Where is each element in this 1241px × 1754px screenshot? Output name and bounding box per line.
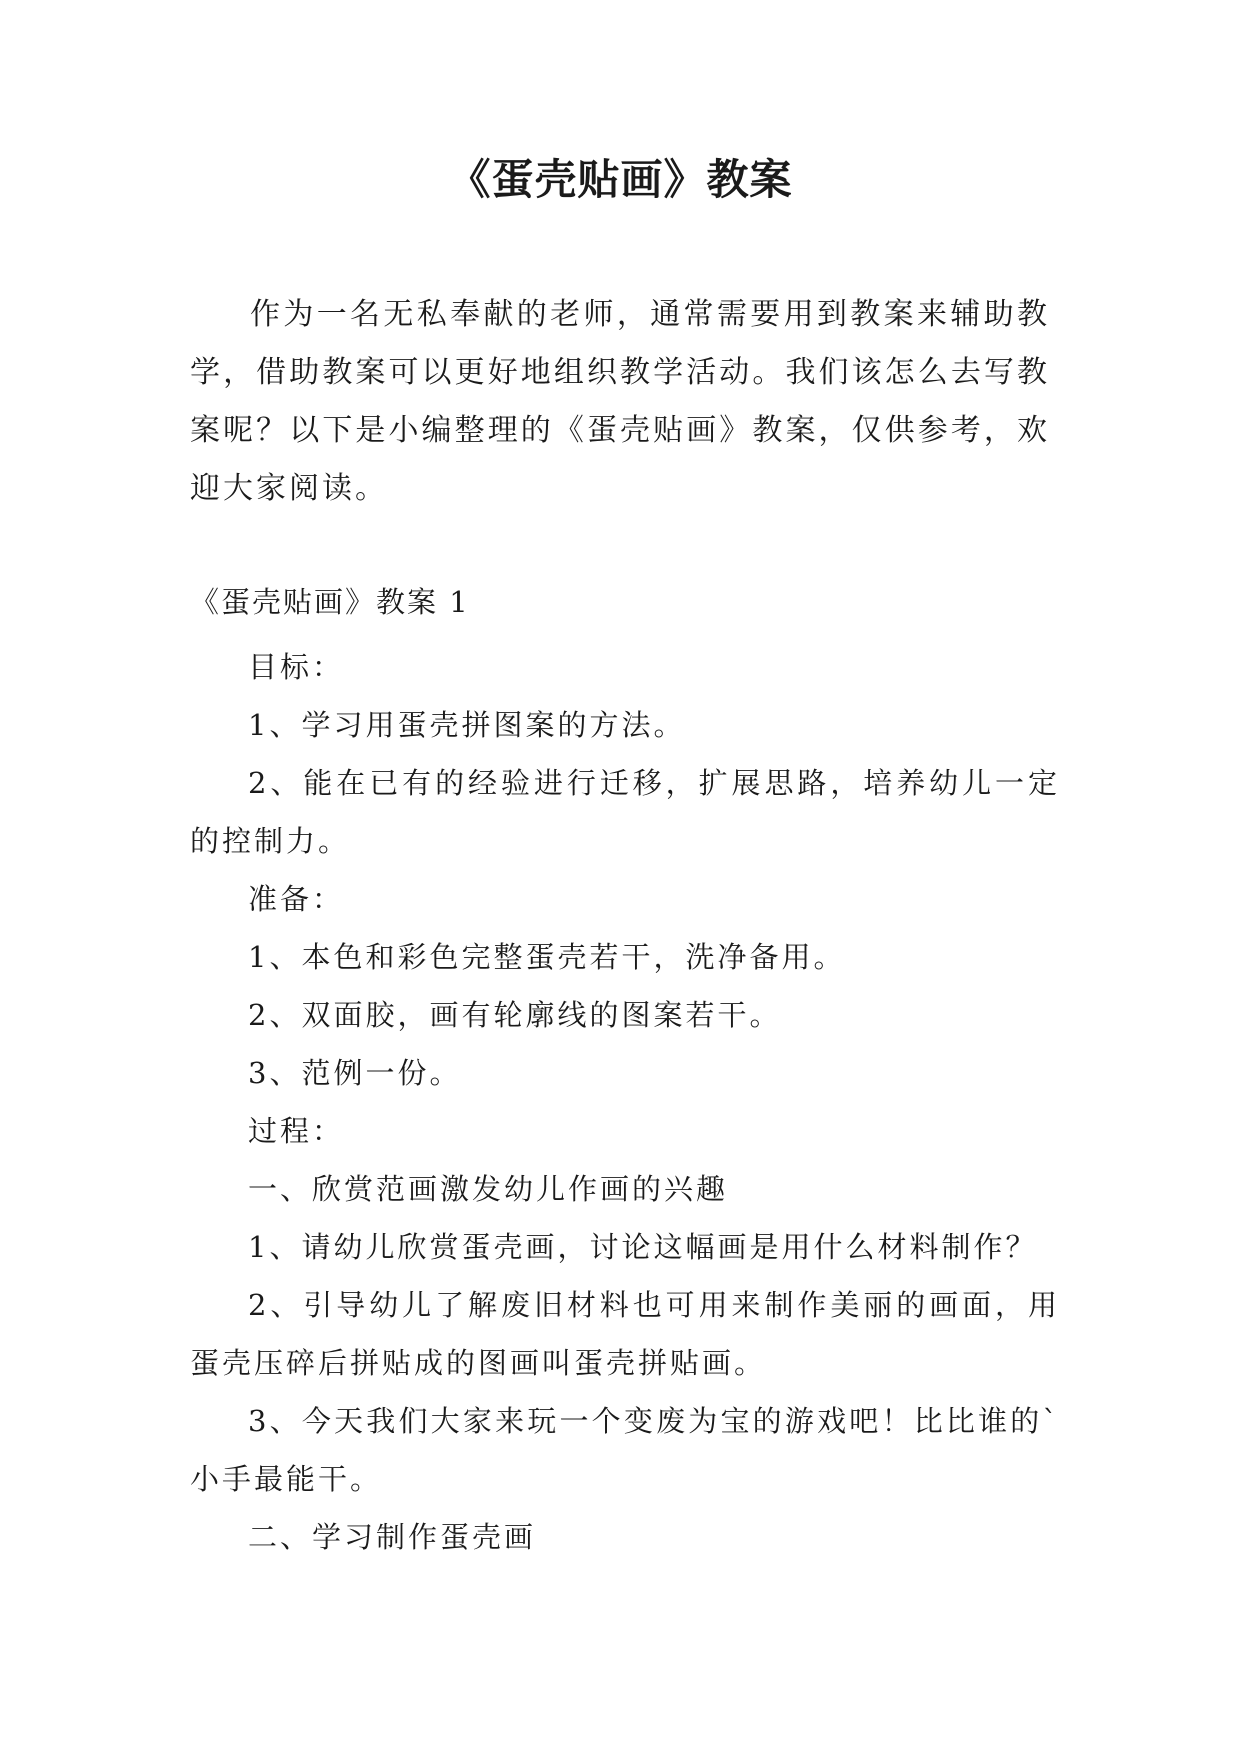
paragraph-prep-heading: 准备： — [248, 882, 345, 916]
paragraph-step-1-2: 2、引导幼儿了解废旧材料也可用来制作美丽的画面，用蛋壳压碎后拼贴成的图画叫蛋壳拼贴画。 — [190, 1288, 1060, 1380]
paragraph-step-1-3: 3、今天我们大家来玩一个变废为宝的游戏吧！比比谁的`小手最能干。 — [190, 1404, 1060, 1496]
section-title: 《蛋壳贴画》教案 1 — [190, 585, 470, 619]
paragraph-process-heading: 过程： — [248, 1114, 345, 1148]
paragraph-step-1-1: 1、请幼儿欣赏蛋壳画，讨论这幅画是用什么材料制作？ — [248, 1230, 1038, 1264]
lesson-plan-section — [190, 580, 1060, 1566]
document-title: 《蛋壳贴画》教案 — [448, 155, 793, 204]
paragraph-goal-heading: 目标： — [248, 650, 345, 684]
paragraph-prep-1: 1、本色和彩色完整蛋壳若干，洗净备用。 — [248, 940, 846, 974]
paragraph-step-2-heading: 二、学习制作蛋壳画 — [248, 1520, 537, 1554]
intro-paragraph: 作为一名无私奉献的老师，通常需要用到教案来辅助教学，借助教案可以更好地组织教学活动。我们该怎么去写教案呢？以下是小编整理的《蛋壳贴画》教案，仅供参考，欢迎大家阅读。 — [190, 297, 1050, 506]
paragraph-step-1-heading: 一、欣赏范画激发幼儿作画的兴趣 — [248, 1172, 729, 1206]
paragraph-prep-3: 3、范例一份。 — [248, 1056, 462, 1090]
paragraph-goal-1: 1、学习用蛋壳拼图案的方法。 — [248, 708, 686, 742]
paragraph-goal-2: 2、能在已有的经验进行迁移，扩展思路，培养幼儿一定的控制力。 — [190, 766, 1060, 858]
paragraph-prep-2: 2、双面胶，画有轮廓线的图案若干。 — [248, 998, 782, 1032]
